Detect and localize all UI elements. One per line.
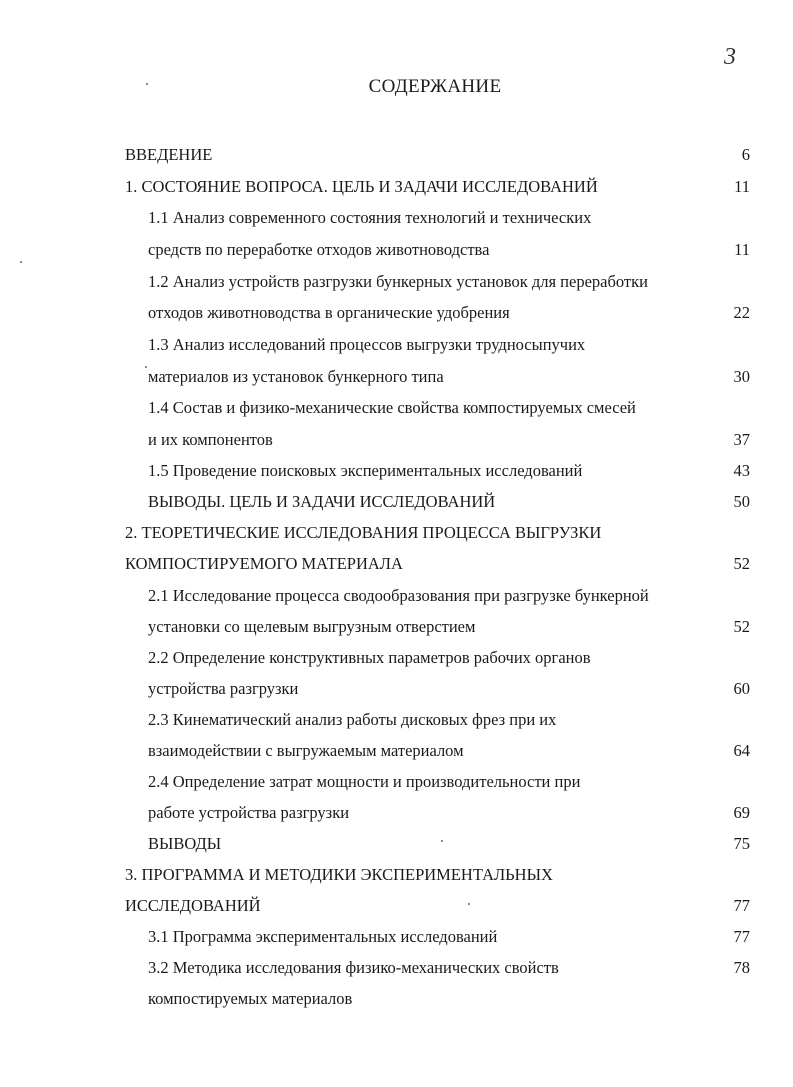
toc-line: 1.1 Анализ современного состояния технологий и технических — [148, 208, 592, 227]
toc-line: отходов животноводства в органические удобрения — [148, 303, 510, 322]
toc-line: ВЫВОДЫ. ЦЕЛЬ И ЗАДАЧИ ИССЛЕДОВАНИЙ — [148, 492, 496, 511]
page-title: СОДЕРЖАНИЕ — [368, 76, 502, 97]
toc-page: 11 — [734, 177, 750, 196]
toc-line: 2.2 Определение конструктивных параметров рабочих органов — [148, 648, 591, 667]
toc-line: 1. СОСТОЯНИЕ ВОПРОСА. ЦЕЛЬ И ЗАДАЧИ ИССЛЕДОВАНИЙ — [125, 177, 598, 196]
toc-page: 75 — [733, 834, 750, 853]
toc-line: 3. ПРОГРАММА И МЕТОДИКИ ЭКСПЕРИМЕНТАЛЬНЫХ — [125, 865, 553, 884]
toc-line: взаимодействии с выгружаемым материалом — [148, 741, 464, 760]
toc-line: 2.3 Кинематический анализ работы дисковых фрез при их — [148, 710, 557, 729]
toc-line: и их компонентов — [148, 430, 273, 449]
toc-line: компостируемых материалов — [148, 989, 353, 1008]
toc-line: 3.2 Методика исследования физико-механических свойств — [148, 958, 559, 977]
toc-page: 69 — [733, 803, 750, 822]
toc-line: ИССЛЕДОВАНИЙ — [125, 896, 261, 915]
toc-page: 30 — [733, 367, 750, 386]
toc-page: 64 — [733, 741, 750, 760]
toc-page: 43 — [733, 461, 750, 480]
toc-line: 1.4 Состав и физико-механические свойства компостируемых смесей — [148, 398, 636, 417]
toc-line: КОМПОСТИРУЕМОГО МАТЕРИАЛА — [125, 554, 403, 573]
toc-page: 22 — [733, 303, 750, 322]
toc-page: 50 — [733, 492, 750, 511]
toc-line: средств по переработке отходов животноводства — [148, 240, 490, 259]
toc-line: 2. ТЕОРЕТИЧЕСКИЕ ИССЛЕДОВАНИЯ ПРОЦЕССА ВЫГРУЗКИ — [125, 523, 602, 542]
toc-line: 1.5 Проведение поисковых экспериментальных исследований — [148, 461, 583, 480]
toc-line: 2.4 Определение затрат мощности и производительности при — [148, 772, 581, 791]
scan-speck — [20, 261, 22, 263]
toc-line: 1.3 Анализ исследований процессов выгрузки трудносыпучих — [148, 335, 586, 354]
scan-speck — [146, 83, 148, 85]
toc-page: 77 — [733, 896, 750, 915]
toc-line: материалов из установок бункерного типа — [148, 367, 444, 386]
scan-speck — [441, 840, 443, 842]
scan-speck — [468, 903, 470, 905]
toc-line: установки со щелевым выгрузным отверстием — [148, 617, 476, 636]
toc-page: 52 — [733, 554, 750, 573]
toc-line: 2.1 Исследование процесса сводообразования при разгрузке бункерной — [148, 586, 649, 605]
toc-line: 3.1 Программа экспериментальных исследований — [148, 927, 498, 946]
toc-page: 78 — [733, 958, 750, 977]
scan-speck — [145, 366, 147, 368]
toc-page: 6 — [741, 145, 750, 164]
toc-line: ВЫВОДЫ — [148, 834, 222, 853]
toc-line: ВВЕДЕНИЕ — [125, 145, 213, 164]
page-number: 3 — [724, 44, 736, 70]
toc-page: 52 — [733, 617, 750, 636]
toc-line: 1.2 Анализ устройств разгрузки бункерных установок для переработки — [148, 272, 648, 291]
toc-page: 77 — [733, 927, 750, 946]
toc-page: 37 — [733, 430, 750, 449]
toc-line: работе устройства разгрузки — [148, 803, 350, 822]
toc-page: 60 — [733, 679, 750, 698]
toc-page: 11 — [734, 240, 750, 259]
toc-line: устройства разгрузки — [148, 679, 299, 698]
